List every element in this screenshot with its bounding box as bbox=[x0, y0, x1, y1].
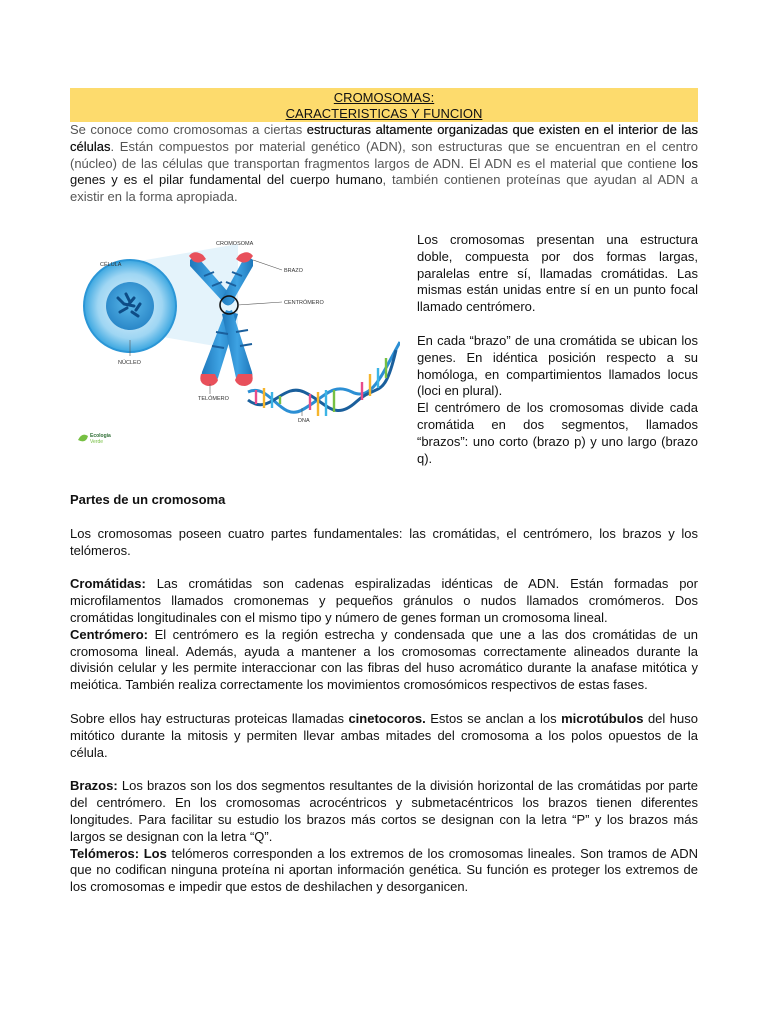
intro-text-2: . Están compuestos por material genético (ADN), son estructuras que se encuentran en el centro (núcleo) de las células que transportan fragmentos largos de ADN. El ADN es el material que contiene bbox=[70, 138, 698, 171]
label-cromosoma: CROMOSOMA bbox=[216, 240, 254, 247]
sobre-text-3: del huso mitótico durante la mitosis y permiten llevar ambas mitades del cromosoma a los polos opuestos de la célula. bbox=[70, 710, 698, 760]
cromatidas-paragraph bbox=[70, 576, 698, 626]
chromosome-diagram-svg bbox=[70, 232, 400, 462]
label-dna: DNA bbox=[298, 417, 310, 424]
intro-paragraph bbox=[70, 122, 698, 206]
cinetocoros-term: cinetocoros. bbox=[348, 710, 426, 726]
intro-highlight-1: estructuras altamente organizadas que existen en el interior de las células bbox=[70, 122, 699, 154]
sobre-text-2: Estos se anclan a los bbox=[425, 710, 562, 726]
brazos-text: Los brazos son los dos segmentos resultantes de la división horizontal de las cromátidas por parte del centrómero. En los cromosomas acrocéntricos y submetacéntricos los brazos tienen diferentes longitudes. Para facilitar su estudio los brazos más cortos se designan con la letra “P” y los brazos más largos se designan con la letra “Q”. bbox=[70, 778, 698, 844]
brazos-paragraph bbox=[70, 778, 698, 845]
label-centromero: CENTRÓMERO bbox=[284, 299, 324, 306]
sobre-text-1: Sobre ellos hay estructuras proteicas llamadas bbox=[70, 710, 349, 726]
brazos-label: Brazos: bbox=[70, 778, 118, 794]
parts-section bbox=[70, 492, 698, 896]
label-nucleo: NÚCLEO bbox=[118, 359, 141, 366]
ecologia-verde-logo bbox=[78, 433, 111, 445]
side-paragraph-3: El centrómero de los cromosomas divide cada cromátida en dos segmentos, llamados “brazos”: uno corto (brazo p) y uno largo (brazo q). bbox=[417, 400, 698, 466]
dna-helix-graphic bbox=[248, 342, 400, 416]
telomeros-label: Telómeros: Los bbox=[70, 845, 167, 861]
title-line-1: CROMOSOMAS: bbox=[333, 90, 435, 105]
figure-row bbox=[70, 232, 698, 492]
parts-intro: Los cromosomas poseen cuatro partes fundamentales: las cromátidas, el centrómero, los brazos y los telómeros. bbox=[70, 525, 698, 558]
centromero-label: Centrómero: bbox=[70, 626, 149, 642]
microtubulos-term: microtúbulos bbox=[561, 710, 644, 726]
cromatidas-text: Las cromátidas son cadenas espiralizadas idénticas de ADN. Están formadas por microfilamentos llamados cromonemas y pequeños gránulos o nudos llamados cromómeros. Dos cromátidas longitudinales con el mismo tipo y número de genes forman un cromosoma lineal. bbox=[70, 576, 698, 625]
cinetocoros-paragraph bbox=[70, 711, 698, 761]
side-paragraph-1: Los cromosomas presentan una estructura doble, compuesta por dos formas largas, paralelas entre sí, llamadas cromátidas. Las mismas están unidas entre sí en un punto focal llamado centrómero. bbox=[417, 231, 698, 315]
label-telomero: TELÓMERO bbox=[198, 395, 229, 402]
title-line-2: CARACTERISTICAS Y FUNCION bbox=[285, 106, 483, 121]
logo-line-1: Ecologia bbox=[90, 432, 111, 439]
label-brazo: BRAZO bbox=[284, 267, 303, 274]
telomeros-text: telómeros corresponden a los extremos de los cromosomas lineales. Son tramos de ADN que no codifican ninguna proteína ni aportan información genética. Su función es proteger los extremos de los cromosomas e impedir que estos de deshilachen y desorganicen. bbox=[70, 845, 698, 895]
label-celula: CÉLULA bbox=[100, 261, 122, 268]
intro-text-3: , también contienen proteínas que ayudan al ADN a existir en la forma apropiada. bbox=[70, 172, 698, 205]
intro-highlight-2: los genes y es el pilar fundamental del cuerpo humano bbox=[70, 155, 698, 188]
chromosome-illustration bbox=[70, 232, 400, 462]
centromero-paragraph bbox=[70, 627, 698, 694]
centromero-text: El centrómero es la región estrecha y condensada que une a las dos cromátidas de un cromosoma lineal. Además, ayuda a mantener a los cromosomas correctamente alineados durante la división celular y les permite interaccionar con las fibras del huso acromático durante la anafase mitótica y meiótica. También realiza correctamente los movimientos cromosómicos respectivos de estas fases. bbox=[70, 626, 698, 693]
side-paragraph-2: En cada “brazo” de una cromátida se ubican los genes. En idéntica posición respecto a su homóloga, en compartimientos llamados locus (loci en plural). bbox=[417, 332, 698, 399]
document-page bbox=[70, 88, 698, 896]
chromosome-explanation bbox=[417, 232, 698, 467]
cromatidas-label: Cromátidas: bbox=[70, 576, 146, 592]
title-banner bbox=[70, 88, 698, 122]
parts-heading: Partes de un cromosoma bbox=[70, 491, 226, 507]
telomeros-paragraph bbox=[70, 846, 698, 896]
cell-graphic bbox=[84, 260, 176, 352]
intro-text-1: Se conoce como cromosomas a ciertas bbox=[70, 122, 307, 137]
logo-line-2: Verde bbox=[90, 438, 104, 445]
